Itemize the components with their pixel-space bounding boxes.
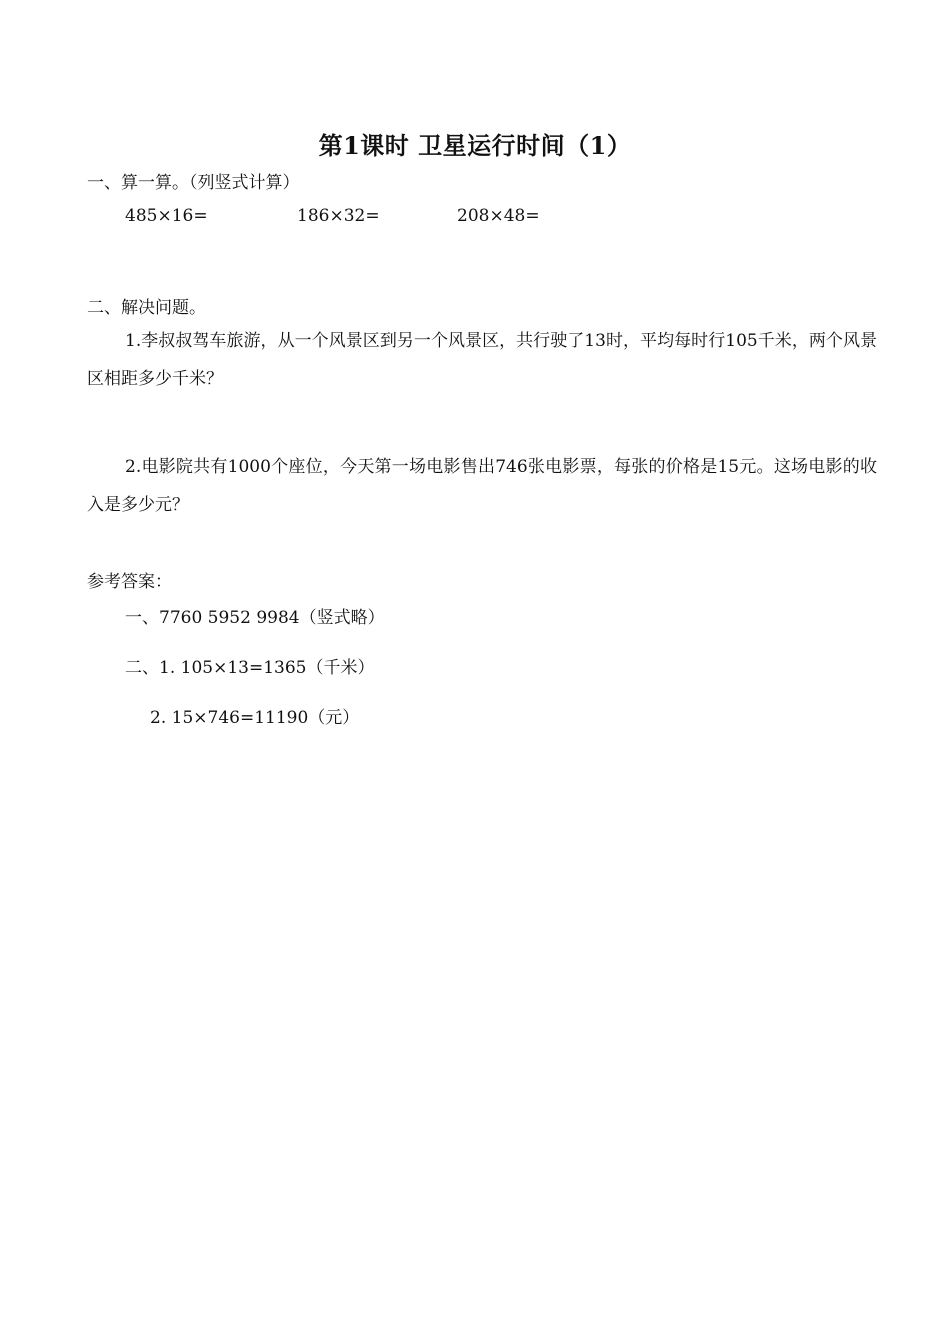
answer-problem-2: 2. 15×746=11190（元）: [150, 708, 360, 728]
calc-problem-2: 186×32=: [297, 206, 380, 226]
word-problem-1: 1.李叔叔驾车旅游，从一个风景区到另一个风景区，共行驶了13时，平均每时行105千米，两个风景区相距多少千米？: [87, 331, 877, 389]
answers-heading: 参考答案：: [87, 572, 172, 592]
section2-heading: 二、解决问题。: [87, 298, 206, 318]
section1-heading: 一、算一算。（列竖式计算）: [87, 173, 300, 193]
answer-problem-1: 二、1. 105×13=1365（千米）: [125, 658, 375, 678]
calc-problem-3: 208×48=: [457, 206, 540, 226]
answer-section1: 一、7760 5952 9984（竖式略）: [125, 608, 385, 628]
page-title: 第1课时 卫星运行时间（1）: [318, 131, 632, 160]
word-problem-2: 2.电影院共有1000个座位，今天第一场电影售出746张电影票，每张的价格是15元。这场电影的收入是多少元？: [87, 457, 877, 515]
calc-problem-1: 485×16=: [125, 206, 208, 226]
